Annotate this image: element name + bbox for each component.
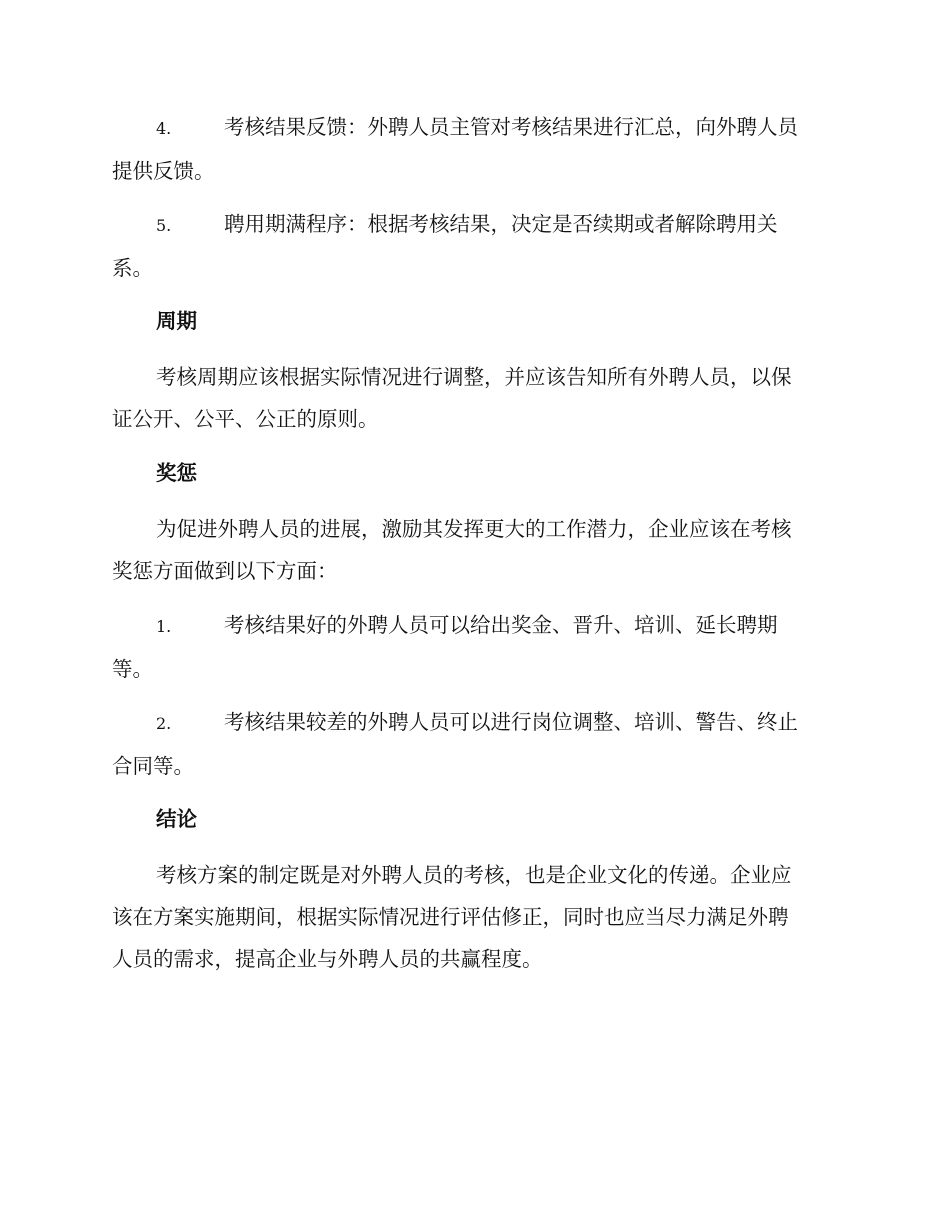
section-heading-rewards: 奖惩 — [156, 461, 197, 485]
paragraph-rewards — [112, 508, 834, 592]
list-item-text: 聘用期满程序：根据考核结果，决定是否续期或者解除聘用关 — [224, 212, 778, 236]
paragraph-line: 奖惩方面做到以下方面： — [112, 559, 338, 583]
list-item — [112, 203, 834, 289]
paragraph-line: 证公开、公平、公正的原则。 — [112, 407, 379, 431]
list-item-text: 考核结果较差的外聘人员可以进行岗位调整、培训、警告、终止 — [224, 710, 798, 734]
list-number: 2. — [156, 714, 172, 733]
list-number: 5. — [156, 216, 172, 235]
list-item-text-cont: 提供反馈。 — [112, 159, 215, 183]
paragraph-line: 考核方案的制定既是对外聘人员的考核，也是企业文化的传递。企业应 — [156, 863, 792, 887]
list-item — [112, 604, 834, 690]
section-heading-period: 周期 — [156, 309, 197, 333]
paragraph-conclusion — [112, 854, 834, 980]
paragraph-line: 人员的需求，提高企业与外聘人员的共赢程度。 — [112, 947, 543, 971]
paragraph-line: 考核周期应该根据实际情况进行调整，并应该告知所有外聘人员，以保 — [156, 365, 792, 389]
section-heading-conclusion: 结论 — [156, 807, 197, 831]
paragraph-period — [112, 356, 834, 440]
paragraph-line: 为促进外聘人员的进展，激励其发挥更大的工作潜力，企业应该在考核 — [156, 517, 792, 541]
list-item — [112, 106, 834, 192]
list-number: 1. — [156, 617, 172, 636]
list-item-text: 考核结果反馈：外聘人员主管对考核结果进行汇总，向外聘人员 — [224, 115, 798, 139]
paragraph-line: 该在方案实施期间，根据实际情况进行评估修正，同时也应当尽力满足外聘 — [112, 905, 789, 929]
list-item-text: 考核结果好的外聘人员可以给出奖金、晋升、培训、延长聘期 — [224, 613, 778, 637]
list-item — [112, 701, 834, 787]
list-item-text-cont: 合同等。 — [112, 754, 194, 778]
list-item-text-cont: 系。 — [112, 256, 153, 280]
list-item-text-cont: 等。 — [112, 657, 153, 681]
list-number: 4. — [156, 119, 172, 138]
